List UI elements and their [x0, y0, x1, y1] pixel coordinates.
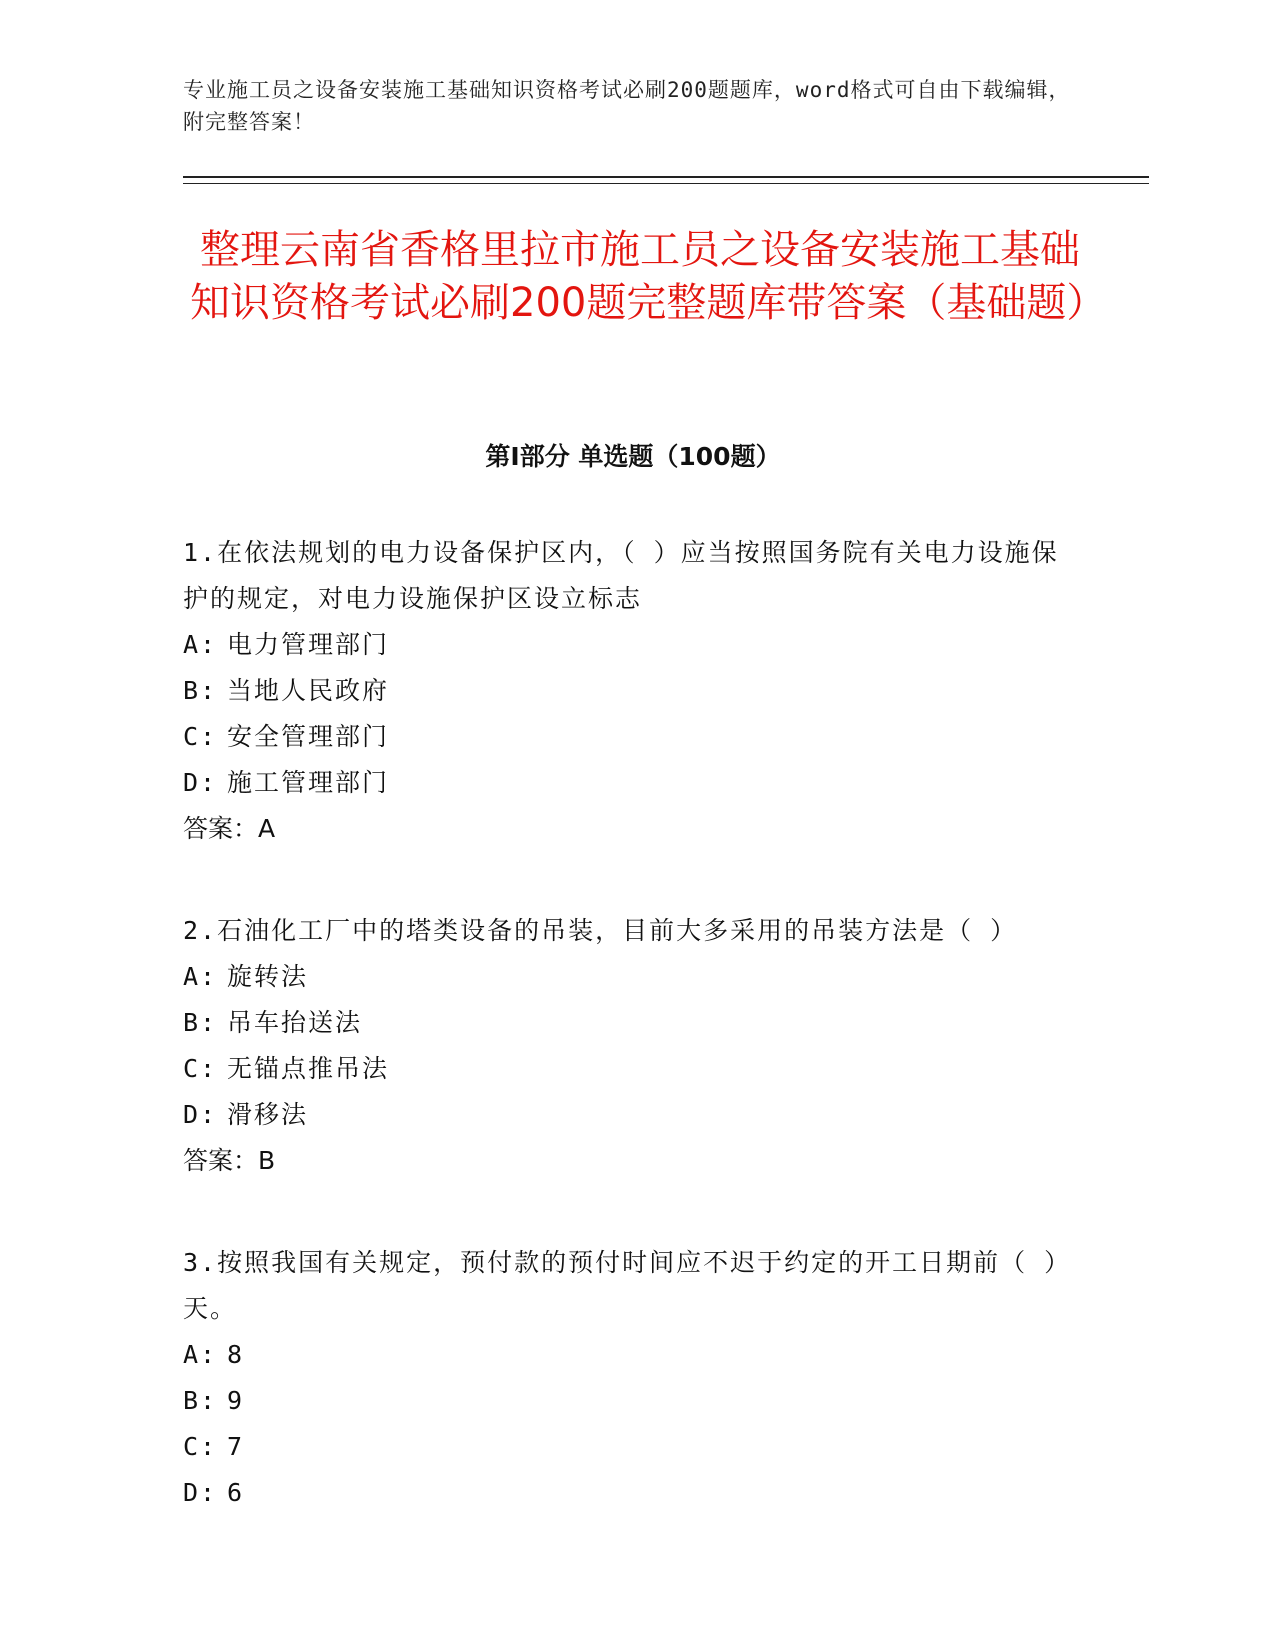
document-title: 整理云南省香格里拉市施工员之设备安装施工基础知识资格考试必刷200题完整题库带答案（基础题）: [190, 227, 1107, 326]
answer-label: 答案：B: [183, 1146, 276, 1175]
header-divider-thick: [183, 176, 1149, 178]
option-b: [183, 668, 1083, 714]
header-note: 专业施工员之设备安装施工基础知识资格考试必刷200题题库，word格式可自由下载编辑，附完整答案！: [183, 78, 1071, 134]
option-text: 9: [227, 1386, 245, 1415]
option-a: [183, 622, 1083, 668]
option-letter: D:: [183, 1478, 218, 1507]
option-letter: A:: [183, 1340, 218, 1369]
option-letter: A:: [183, 962, 218, 991]
option-text: 吊车抬送法: [227, 1008, 363, 1037]
question-stem: 3.按照我国有关规定，预付款的预付时间应不迟于约定的开工日期前（ ）天。: [183, 1248, 1072, 1323]
option-d: [183, 760, 1083, 806]
option-a: [183, 954, 1083, 1000]
option-b: [183, 1378, 1083, 1424]
answer-label: 答案：A: [183, 814, 276, 843]
option-text: 安全管理部门: [227, 722, 390, 751]
option-text: 6: [227, 1478, 245, 1507]
option-letter: C:: [183, 1054, 218, 1083]
question-stem: 1.在依法规划的电力设备保护区内，（ ）应当按照国务院有关电力设施保护的规定，对电力设施保护区设立标志: [183, 538, 1059, 613]
option-text: 7: [227, 1432, 245, 1461]
option-text: 当地人民政府: [227, 676, 390, 705]
question-2: [183, 908, 1083, 1184]
option-letter: C:: [183, 1432, 218, 1461]
option-d: [183, 1092, 1083, 1138]
question-1: [183, 530, 1083, 852]
option-letter: B:: [183, 1386, 218, 1415]
question-stem: 2.石油化工厂中的塔类设备的吊装，目前大多采用的吊装方法是（ ）: [183, 916, 1018, 945]
option-letter: A:: [183, 630, 218, 659]
option-c: [183, 714, 1083, 760]
option-letter: C:: [183, 722, 218, 751]
option-letter: D:: [183, 768, 218, 797]
option-b: [183, 1000, 1083, 1046]
header-divider-thin: [183, 183, 1149, 184]
option-c: [183, 1424, 1083, 1470]
option-text: 滑移法: [227, 1100, 309, 1129]
option-letter: D:: [183, 1100, 218, 1129]
option-letter: B:: [183, 1008, 218, 1037]
option-letter: B:: [183, 676, 218, 705]
option-text: 施工管理部门: [227, 768, 390, 797]
section-title: 第Ⅰ部分 单选题（100题）: [485, 442, 781, 471]
option-d: [183, 1470, 1083, 1516]
option-text: 8: [227, 1340, 245, 1369]
question-3: [183, 1240, 1083, 1516]
option-text: 电力管理部门: [227, 630, 390, 659]
option-a: [183, 1332, 1083, 1378]
question-list: [183, 530, 1083, 1572]
option-text: 无锚点推吊法: [227, 1054, 390, 1083]
option-text: 旋转法: [227, 962, 309, 991]
option-c: [183, 1046, 1083, 1092]
